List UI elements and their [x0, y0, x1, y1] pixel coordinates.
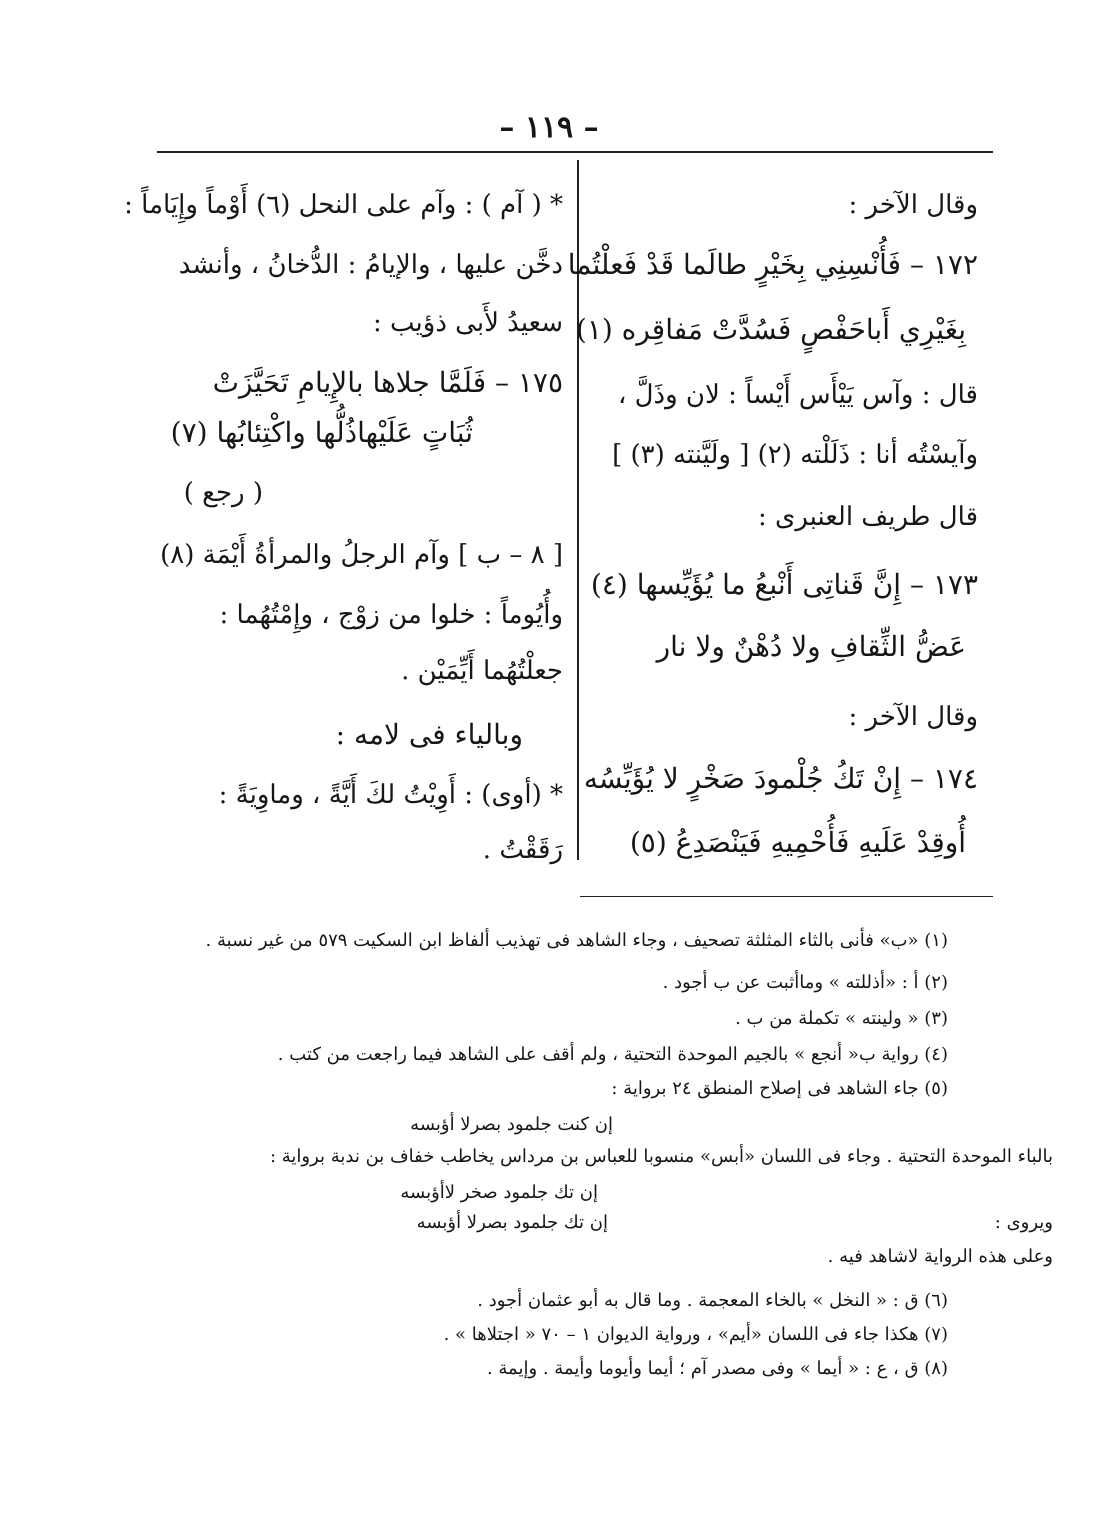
section-marker: ( رجع )	[183, 478, 263, 508]
footnote: (٢) أ : «أذللته » وماأثبت عن ب أجود .	[662, 972, 948, 993]
footnote: وعلى هذه الرواية لاشاهد فيه .	[827, 1246, 1053, 1267]
footnote: (٨) ق ، ع : « أيما » وفى مصدر آم ؛ أيما وأيوما وأيمة . وإيمة .	[486, 1358, 948, 1379]
verse-line: ثُبَاتٍ عَلَيْهاذُلُّها واكْتِئابُها (٧)	[170, 416, 473, 449]
footnote: (٦) ق : « النخل » بالخاء المعجمة . وما قال به أبو عثمان أجود .	[477, 1290, 948, 1311]
text-line: * (أوى) : أَوِيْتُ لكَ أَيَّةً ، وماوِيَةً :	[218, 780, 563, 810]
text-line: قال طريف العنبرى :	[757, 502, 978, 532]
text-line: وقال الآخر :	[848, 190, 978, 220]
footnote: (٤) رواية ب« أنجع » بالجيم الموحدة التحتية ، ولم أقف على الشاهد فيما راجعت من كتب .	[277, 1044, 948, 1065]
text-line: جعلْتُهُما أَيِّمَيْن .	[401, 656, 563, 686]
top-rule	[157, 151, 993, 153]
text-line: وأُيُوماً : خلوا من زوْج ، وإِمْتُهُما :	[219, 600, 563, 630]
verse-line: ١٧٣ – إِنَّ قَناتِى أَنْبعُ ما يُؤَيِّسها (٤)	[590, 568, 978, 601]
text-line: [ ٨ – ب ] وآم الرجلُ والمرأةُ أَيْمَة (٨)	[160, 540, 563, 570]
text-line: * ( آم ) : وآم على النحل (٦) أَوْماً وإِيَاماً :	[124, 190, 563, 220]
footnote: (٥) جاء الشاهد فى إصلاح المنطق ٢٤ برواية :	[611, 1078, 948, 1099]
text-line: سعيدُ لأَبى ذؤيب :	[372, 308, 563, 338]
text-line: وقال الآخر :	[848, 702, 978, 732]
footnote: (٣) « ولينته » تكملة من ب .	[735, 1008, 948, 1029]
verse-line: ١٧٤ – إِنْ تَكُ جُلْمودَ صَخْرٍ لا يُؤَيِّسُه	[583, 762, 978, 795]
verse-line: عَضُّ الثِّقافِ ولا دُهْنٌ ولا نار	[656, 630, 966, 663]
footnote: (٧) هكذا جاء فى اللسان «أيم» ، ورواية الديوان ١ – ٧٠ « اجتلاها » .	[443, 1324, 948, 1345]
footnote: بالباء الموحدة التحتية . وجاء فى اللسان «أبس» منسوبا للعباس بن مرداس يخاطب خفاف بن ندبة برواية :	[269, 1146, 1053, 1167]
page-number: – ١١٩ –	[499, 110, 599, 145]
verse-line: ١٧٢ – فَأُنْسِنِي بِخَيْرٍ طالَما قَدْ فَعلْتُما	[567, 248, 978, 281]
verse-line: بِغَيْرِي أَباحَفْصٍ فَسُدَّتْ مَفاقِره (١)	[575, 313, 966, 346]
text-line: دخَّن عليها ، والإيامُ : الدُّخانُ ، وأنشد	[178, 250, 563, 280]
footnote: (١) «ب» فأنى بالثاء المثلثة تصحيف ، وجاء الشاهد فى تهذيب ألفاظ ابن السكيت ٥٧٩ من غير نسبة .	[205, 930, 948, 951]
footnote-rule	[580, 896, 993, 897]
verse-line: أُوقِدْ عَلَيهِ فَأُحْمِيهِ فَيَنْصَدِعُ (٥)	[629, 826, 966, 859]
footnote-quote: إن كنت جلمود بصرلا أؤبسه	[410, 1114, 613, 1135]
footnote-quote: إن تك جلمود بصرلا أؤبسه	[416, 1212, 608, 1233]
section-heading: وبالياء فى لامه :	[335, 718, 523, 751]
footnote: ويروى :	[994, 1212, 1053, 1233]
text-line: رَقَقْتُ .	[482, 835, 563, 865]
footnote-quote: إن تك جلمود صخر لاأؤبسه	[400, 1182, 598, 1203]
verse-line: ١٧٥ – فَلَمَّا جلاها بالإِيامِ تَحَيَّزَتْ	[212, 366, 563, 399]
text-line: وآيسْتُه أنا : ذَلَلْته (٢) [ ولَيَّنته (٣) ]	[612, 440, 978, 470]
text-line: قال : وآس يَيْأَس أَيْساً : لان وذَلَّ ،	[617, 380, 978, 410]
